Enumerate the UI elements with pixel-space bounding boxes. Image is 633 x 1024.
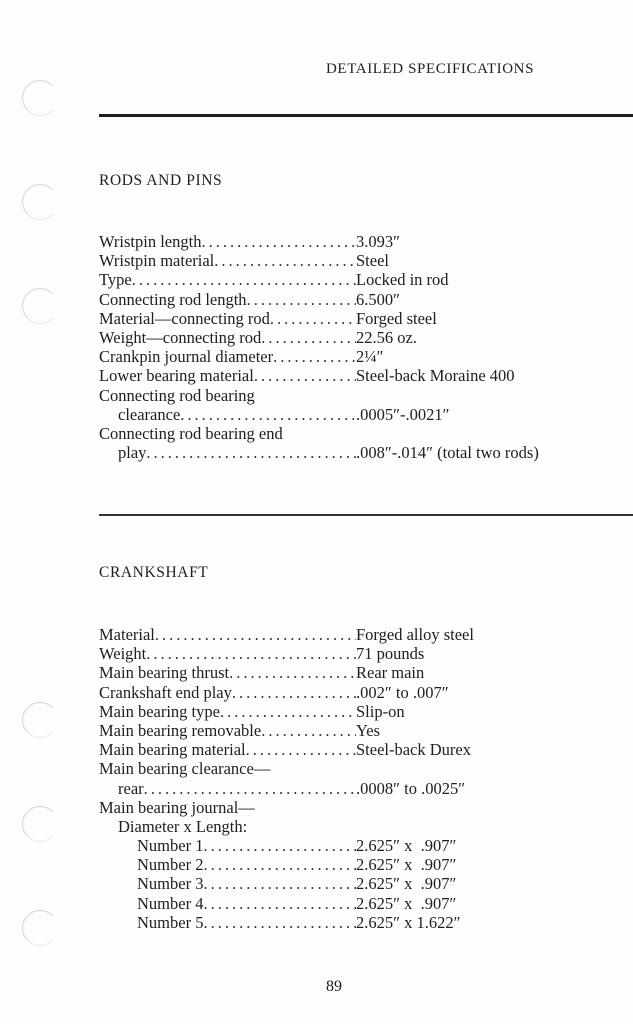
dot-leader <box>229 663 356 682</box>
spec-label: Number 2 <box>137 855 204 875</box>
rods-and-pins-table <box>99 232 599 462</box>
spec-label-cell <box>99 443 356 462</box>
spec-value: Steel-back Moraine 400 <box>356 366 515 386</box>
dot-leader <box>146 644 356 663</box>
spec-label-cell <box>99 232 356 251</box>
spec-label-cell <box>99 290 356 309</box>
spec-value: 2.625″ x 1.622″ <box>356 912 461 932</box>
spec-row <box>99 328 599 347</box>
spec-value: 2.625″ x .907″ <box>356 855 457 875</box>
spec-label-cell <box>99 817 356 836</box>
spec-label: Main bearing journal— <box>99 797 255 817</box>
spec-label: Weight <box>99 644 147 664</box>
spec-value: Forged steel <box>356 308 437 328</box>
spec-label: Number 4 <box>137 893 204 913</box>
dot-leader <box>155 625 356 644</box>
spec-label-cell <box>99 251 356 270</box>
spec-row <box>99 663 599 682</box>
spec-row <box>99 855 599 874</box>
spec-label: Main bearing type <box>99 701 220 721</box>
spec-label: rear <box>118 778 144 798</box>
dot-leader <box>232 683 356 702</box>
spec-label-cell <box>99 328 356 347</box>
spec-label-cell <box>99 386 356 405</box>
spec-label: Diameter x Length: <box>118 816 248 836</box>
spec-row <box>99 702 599 721</box>
spec-label-cell <box>99 405 356 424</box>
dot-leader <box>203 855 356 874</box>
spec-row <box>99 740 599 759</box>
spec-label-cell <box>99 683 356 702</box>
spec-label: clearance <box>118 404 181 424</box>
dot-leader <box>261 328 356 347</box>
spec-label-cell <box>99 663 356 682</box>
spec-row <box>99 894 599 913</box>
spec-label: Connecting rod bearing <box>99 385 255 405</box>
spec-value: 6.500″ <box>356 289 400 309</box>
binder-hole-icon <box>22 702 58 738</box>
section-divider <box>99 514 633 516</box>
dot-leader <box>254 366 356 385</box>
binder-hole-icon <box>22 184 58 220</box>
spec-value: 2.625″ x .907″ <box>356 836 457 856</box>
spec-label: Main bearing thrust <box>99 663 230 683</box>
spec-label-cell <box>99 309 356 328</box>
spec-value: 71 pounds <box>356 644 425 664</box>
spec-label: Main bearing clearance— <box>99 759 271 779</box>
crankshaft-table <box>99 625 599 932</box>
spec-value: Steel <box>356 251 389 271</box>
spec-value: .008″-.014″ (total two rods) <box>356 443 539 463</box>
spec-label: Material—connecting rod <box>99 308 270 328</box>
spec-row <box>99 644 599 663</box>
spec-value: Locked in rod <box>356 270 449 290</box>
spec-value: Slip-on <box>356 701 405 721</box>
spec-label: Connecting rod bearing end <box>99 423 283 443</box>
dot-leader <box>273 347 356 366</box>
spec-row <box>99 874 599 893</box>
binder-hole-icon <box>22 288 58 324</box>
dot-leader <box>132 270 356 289</box>
spec-label-cell <box>99 779 356 798</box>
spec-row <box>99 779 599 798</box>
spec-row <box>99 625 599 644</box>
spec-label-cell <box>99 874 356 893</box>
spec-row <box>99 386 599 405</box>
spec-row <box>99 817 599 836</box>
spec-row <box>99 759 599 778</box>
binder-hole-icon <box>22 910 58 946</box>
spec-value: 2.625″ x .907″ <box>356 874 457 894</box>
spec-label-cell <box>99 798 356 817</box>
binder-hole-icon <box>22 80 58 116</box>
spec-value: 2.625″ x .907″ <box>356 893 457 913</box>
spec-row <box>99 251 599 270</box>
spec-label-cell <box>99 625 356 644</box>
spec-row <box>99 347 599 366</box>
dot-leader <box>247 290 356 309</box>
spec-label-cell <box>99 424 356 443</box>
spec-row <box>99 913 599 932</box>
spec-row <box>99 836 599 855</box>
binder-hole-icon <box>22 806 58 842</box>
spec-label: Crankshaft end play <box>99 682 232 702</box>
spec-label: Number 3 <box>137 874 204 894</box>
dot-leader <box>203 874 356 893</box>
spec-value: .0008″ to .0025″ <box>356 778 466 798</box>
spec-label-cell <box>99 721 356 740</box>
spec-label: Wristpin material <box>99 251 215 271</box>
spec-row <box>99 443 599 462</box>
spec-value: 2¼″ <box>356 347 384 367</box>
spec-label: Number 5 <box>137 912 204 932</box>
spec-row <box>99 405 599 424</box>
spec-label-cell <box>99 366 356 385</box>
spec-label-cell <box>99 702 356 721</box>
spec-label-cell <box>99 894 356 913</box>
spec-label-cell <box>99 836 356 855</box>
spec-label: Weight—connecting rod <box>99 327 262 347</box>
running-head: DETAILED SPECIFICATIONS <box>326 61 535 77</box>
dot-leader <box>203 894 356 913</box>
spec-label-cell <box>99 347 356 366</box>
dot-leader <box>270 309 356 328</box>
spec-value: .002″ to .007″ <box>356 682 449 702</box>
spec-label-cell <box>99 759 356 778</box>
dot-leader <box>220 702 356 721</box>
page-number: 89 <box>326 978 342 995</box>
section-title-crankshaft: CRANKSHAFT <box>99 564 209 581</box>
spec-value: Forged alloy steel <box>356 625 474 644</box>
dot-leader <box>203 913 356 932</box>
spec-label-cell <box>99 270 356 289</box>
spec-row <box>99 270 599 289</box>
dot-leader <box>246 740 356 759</box>
spec-row <box>99 721 599 740</box>
spec-value: 3.093″ <box>356 232 400 251</box>
dot-leader <box>201 232 356 251</box>
dot-leader <box>144 779 356 798</box>
spec-label: Connecting rod length <box>99 289 247 309</box>
spec-label: Main bearing removable <box>99 720 262 740</box>
spec-row <box>99 683 599 702</box>
spec-row <box>99 366 599 385</box>
spec-label: Main bearing material <box>99 740 246 760</box>
spec-label: Lower bearing material <box>99 366 254 386</box>
dot-leader <box>214 251 356 270</box>
spec-value: Steel-back Durex <box>356 740 471 760</box>
spec-value: Rear main <box>356 663 425 683</box>
spec-value: 22.56 oz. <box>356 327 417 347</box>
spec-label-cell <box>99 855 356 874</box>
spec-label: Type <box>99 270 132 290</box>
spec-row <box>99 232 599 251</box>
spec-value: Yes <box>356 720 381 740</box>
spec-label: play <box>118 443 147 463</box>
spec-label: Crankpin journal diameter <box>99 347 274 367</box>
spec-label: Wristpin length <box>99 232 202 251</box>
dot-leader <box>146 443 356 462</box>
spec-label: Number 1 <box>137 836 204 856</box>
header-rule <box>99 114 633 117</box>
spec-row <box>99 290 599 309</box>
spec-value: .0005″-.0021″ <box>356 404 450 424</box>
dot-leader <box>261 721 356 740</box>
spec-row <box>99 309 599 328</box>
spec-label-cell <box>99 644 356 663</box>
spec-label: Material <box>99 625 155 644</box>
section-title-rods-and-pins: RODS AND PINS <box>99 172 223 189</box>
spec-row <box>99 798 599 817</box>
spec-label-cell <box>99 740 356 759</box>
dot-leader <box>180 405 356 424</box>
dot-leader <box>203 836 356 855</box>
spec-row <box>99 424 599 443</box>
spec-label-cell <box>99 913 356 932</box>
